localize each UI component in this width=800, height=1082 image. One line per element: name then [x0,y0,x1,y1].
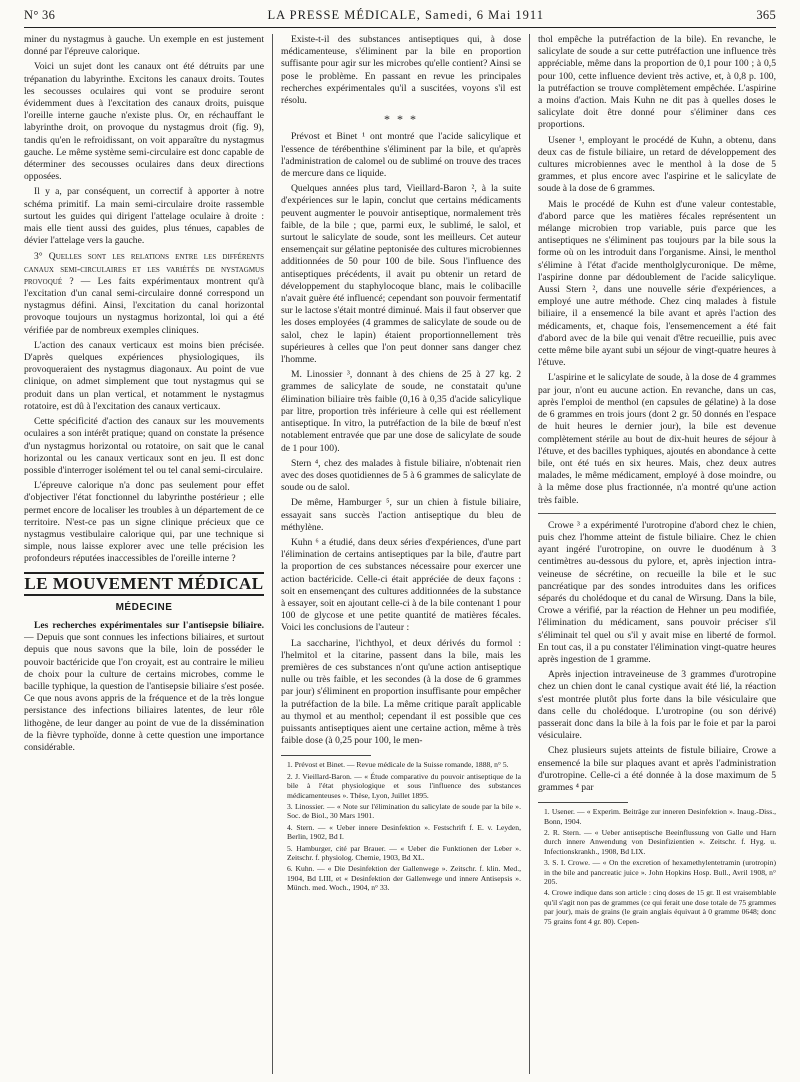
question-paragraph [24,251,264,336]
footnote: 4. Stern. — « Ueber innere Desinfektion ». Festschrift f. E. v. Leyden, Berlin, 1902, Bd I. [287,822,521,842]
footnote: 3. S. I. Crowe. — « On the excretion of hexamethylentetramin (urotropin) in the bile and pancreatic juice ». John Hopkins Hosp. Bull., Avril 1908, n° 205. [544,858,776,887]
paragraph: Kuhn ⁶ a étudié, dans deux séries d'expériences, d'une part l'élimination de certains antiseptiques par la bile, d'autre part la proportion de ces substances nécessaire pour exercer une action bactéricide. Celle-ci était appréciée de deux façons : soit en ensemençant des cultures additionnées de la substance à essayer, soit en ajoutant celle-ci à de la bile contenant 1 pour 100 de glycose et une petite quantité de matières fécales. Voici les conclusions de l'auteur : [281,536,521,634]
page-label: N° 36 [24,7,56,22]
column-1 [24,34,264,1074]
section-stars: * * * [384,112,418,127]
page-number: 365 [756,7,776,22]
paragraph: Existe-t-il des substances antiseptiques qui, à dose médicamenteuse, s'éliminent par la bile en proportion suffisante pour agir sur les microbes qu'elle contient? Ainsi se pose le problème. En passant en revue les principales recherches expérimentales qu'il a suscitées, voyons s'il est résolu. [281,34,521,107]
paragraph: M. Linossier ³, donnant à des chiens de 25 à 27 kg. 2 grammes de salicylate de soude, ne constatait qu'une élimination biliaire très faible (0,16 à 0,35 d'acide salicylique par litre, proportion très inférieure à celle qui est réellement antiseptique. In vitro, la putréfaction de la bile de bœuf n'est notablement entravée que par une dose de salicylate de soude de 1 pour 100). [281,369,521,454]
article-paragraph [24,620,264,754]
column-3 [538,34,776,1074]
footnote: 1. Usener. — « Experim. Beiträge zur inneren Desinfektion ». Inaug.-Diss., Bonn, 1904. [544,807,776,826]
paragraph: Prévost et Binet ¹ ont montré que l'acide salicylique et l'essence de térébenthine s'éliminent par la bile, et qu'après l'administration de calomel ou de sublimé on trouve des traces de mercure dans ce liquide. [281,131,521,180]
section-banner: LE MOUVEMENT MÉDICAL [24,572,264,596]
column-2 [281,34,521,1074]
paragraph: Stern ⁴, chez des malades à fistule biliaire, n'obtenait rien avec des doses quotidiennes de 5 à 6 grammes de salicylate de soude ou de salol. [281,457,521,494]
paragraph: L'action des canaux verticaux est moins bien précisée. D'après quelques expériences physiologiques, ils provoqueraient des nystagmus diagonaux. Au point de vue clinique, on admet simplement que tout nystagmus qui se produit dans un plan vertical, et notamment le nystagmus rotatoire, est dû à l'excitation des canaux verticaux. [24,339,264,412]
paragraph: Après injection intraveineuse de 3 grammes d'urotropine chez un chien dont le canal cystique avait été lié, la réaction s'est montrée plutôt plus forte dans la bile vésiculaire que dans celle du cholédoque. L'urotropine (ou son dérivé) passerait donc dans la bile à la fois par le foie et par la paroi vésiculaire. [538,669,776,742]
footnote: 2. R. Stern. — « Ueber antiseptische Beeinflussung von Galle und Harn durch innere Anwendung von Desinfizientien ». Zeitschr. f. Hyg. u. Infectionskrankh., 1908, Bd LIX. [544,828,776,856]
header-rule [24,27,776,28]
paragraph: De même, Hamburger ⁵, sur un chien à fistule biliaire, essayait sans succès l'action antiseptique du bleu de méthylène. [281,497,521,533]
paragraph: Il y a, par conséquent, un correctif à apporter à notre schéma primitif. La main semi-circulaire droite rassemble surtout les guides qui dirigent l'attelage oculaire à droite : mais elle tient aussi des guides, plus ténues, capables de dévier l'attelage vers la gauche. [24,186,264,247]
article-title: Les recherches expérimentales sur l'antisepsie biliaire. [34,619,264,631]
column-divider [272,34,273,1074]
section-subhead: MÉDECINE [115,601,173,613]
question-text: — Les faits expérimentaux montrent qu'à l'excitation d'un canal semi-circulaire donné correspond un nystagmus défini. Ainsi, l'excitation du canal horizontal provoque toujours un nystagmus horizontal, loi qui a été vérifiée par de nombreux exemples cliniques. [24,275,264,336]
footnote-rule [281,755,371,756]
paragraph: Voici un sujet dont les canaux ont été détruits par une trépanation du labyrinthe. Excitons les canaux droits. Toutes les secousses oculaires qui vont se produire seront évidemment dues à l'excitation des canaux droits, puisque l'oreille interne gauche n'existe plus. Or, en réchauffant le labyrinthe droit, on provoque du nystagmus droit (fig. 9), tandis qu'en le refroidissant, on voit apparaître du nystagmus gauche. Le même système semi-circulaire est donc capable de déterminer des secousses oculaires dans deux directions opposées. [24,61,264,183]
paragraph: Chez plusieurs sujets atteints de fistule biliaire, Crowe a ensemencé la bile sur plaques avant et après l'administration d'urotropine. Celle-ci a été donnée à la dose maximum de 5 grammes ⁴ par [538,745,776,793]
paragraph: La saccharine, l'ichthyol, et deux dérivés du formol : l'helmitol et la citarine, passent dans la bile, mais les premières de ces substances n'ont qu'une action antiseptique nulle ou très faible, et les secondes (à la dose de 6 grammes par jour) s'éliminent en proportion insuffisante pour empêcher la putréfaction de la bile. La même critique paraît applicable au thymol et au menthol; cependant il est possible que ces puissants antiseptiques aient une certaine action, même à très faible dose (à 0,25 pour 100, le men- [281,637,521,747]
footnote: 5. Hamburger, cité par Brauer. — « Ueber die Funktionen der Leber ». Zeitschr. f. physiolog. Chemie, 1903, Bd XL. [287,843,521,863]
paragraph: L'aspirine et le salicylate de soude, à la dose de 4 grammes par jour, n'ont eu aucune action. En revanche, dans un cas, après l'emploi de menthol (en capsules de gélatine) à la dose de 6 grammes en trois jours (dont 2 gr. 50 donnés en l'espace de huit heures le dernier jour), la bile est devenue complètement stérile au bout de dix-huit heures de séjour à l'étuve, et des bacilles typhiques, ajoutés en abondance à cette bile, ont été tués en six heures. Mais, chez deux autres malades, le même médicament, employé à dose moindre, ou à la même dose plus fractionnée, n'a montré qu'une action très faible. [538,372,776,506]
footnote: 4. Crowe indique dans son article : cinq doses de 15 gr. Il est vraisemblable qu'il s'agit non pas de grammes (ce qui ferait une dose totale de 75 grammes par jour), mais de grains (le grain anglais équivaut à 0 gramme 0648; donc 75 grains font 4 gr. 80). Cepen- [544,888,776,926]
question-heading: 3° Quelles sont les relations entre les différents canaux semi-circulaires et les variétés de nystagmus provoqué ? [24,251,264,287]
paragraph: Usener ¹, employant le procédé de Kuhn, a obtenu, dans deux cas de fistule biliaire, un retard de développement des cultures microbiennes avec le menthol à la dose de 5 grammes, et plus encore avec l'aspirine et le salicylate de soude à la dose de 6 grammes. [538,134,776,195]
paragraph: Mais le procédé de Kuhn est d'une valeur contestable, d'abord parce que les matières fécales représentent un mélange microbien trop variable, puis parce que les antiseptiques ne s'éliminent pas toujours par la bile sous la forme où on les introduit dans l'organisme. Ainsi, le menthol s'élimine à l'état d'acide mentholglycuronique. De même, l'aspirine donne par dédoublement de l'acide salicylique. Aussi Stern ², dans une nouvelle série d'expériences, a employé une autre méthode. Chez cinq malades à fistule biliaire, il a ensemencé la bile avant et après l'action des médicaments, et, chaque fois, l'ensemencement a été fait d'abord avec de la bile qui venait d'être recueillie, puis avec cette même bile ayant subi un séjour de vingt-quatre heures à l'étuve. [538,198,776,369]
paragraph: thol empêche la putréfaction de la bile). En revanche, le salicylate de soude a sur cette putréfaction une influence très appréciable, même dans la proportion de 0,1 pour 100 ; à 0,5 pour 100, cette influence devient très active, et, à 0,8 p. 100, la putréfaction se trouve complètement empêchée. L'aspirine a moins d'action. Mais Kuhn ne dit pas à quelles doses le salicylate doit être donné pour s'éliminer dans ces proportions. [538,34,776,131]
footnote-rule [538,802,628,803]
paragraph: Crowe ³ a expérimenté l'urotropine d'abord chez le chien, puis chez l'homme atteint de fistule biliaire. Chez le chien ayant ingéré l'urotropine, on ouvre le duodénum à 3 centimètres au-dessous du pylore, et, après injection intra-veineuse de sécrétine, on recueille la bile et le suc pancréatique par des sondes introduites dans les orifices séparés du cholédoque et du canal de Wirsung. Dans la bile, Crowe a vérifié, par la réaction de Hehner un peu modifiée, l'élimination du médicament, sans pouvoir préciser s'il s'éliminait tel quel ou s'il y avait mise en liberté de formol. En tout cas, il a pu constater l'élimination vingt-quatre heures après ingestion de 1 gramme. [538,519,776,665]
paragraph: miner du nystagmus à gauche. Un exemple en est justement donné par l'épreuve calorique. [24,34,264,58]
paragraph: L'épreuve calorique n'a donc pas seulement pour effet d'objectiver l'état fonctionnel du labyrinthe postérieur ; elle permet encore de localiser les troubles à un département de ce territoire. N'est-ce pas un signe clinique précieux que ce nystagmus vestibulaire calorique qui, par une technique si simple, nous laisse explorer avec une telle précision les profondeurs réputées inaccessibles de l'oreille interne ? [24,480,264,565]
column-divider [529,34,530,1074]
footnote: 3. Linossier. — « Note sur l'élimination du salicylate de soude par la bile ». Soc. de Biol., 30 Mars 1901. [287,802,521,821]
footnote: 1. Prévost et Binet. — Revue médicale de la Suisse romande, 1888, n° 5. [287,760,509,770]
paragraph: Quelques années plus tard, Vieillard-Baron ², à la suite d'expériences sur le lapin, conclut que certains médicaments peuvent augmenter le pouvoir antiseptique, normalement très faible, de la bile ; que, parmi eux, le sublimé, le salol, et surtout le salicylate de soude, sont les meilleurs. Cet auteur ensemençait sur gélatine peptonisée des cultures microbiennes additionnées de 50 pour 100 de bile. Sous l'influence des antiseptiques précédents, il avait pu obtenir un retard de développement du staphylocoque blanc, mais le colibacille n'avait guère été influencé; cependant son pouvoir fermentatif sur le lactose s'était montré diminué. Mais il faut observer que les doses employées (4 grammes de salicylate de soude ou de salol, chez le lapin) étaient proportionnellement très supérieures à celles que l'on peut donner sans danger chez l'homme. [281,183,521,366]
page-header [24,6,776,24]
paragraph: Cette spécificité d'action des canaux sur les mouvements oculaires a son intérêt pratique; quand on constate la présence d'un nystagmus horizontal ou rotatoire, on sait que le canal horizontal ou les canaux verticaux sont en jeu. Il est donc possible d'interroger isolément tel ou tel canal semi-circulaire. [24,416,264,476]
footnote: 6. Kuhn. — « Die Desinfektion der Gallenwege ». Zeitschr. f. klin. Med., 1904, Bd LIII, et « Desinfektion der Gallenwege und innere Antisepsis ». Münch. med. Woch., 1904, n° 33. [287,864,521,893]
article-text: — Depuis que sont connues les infections biliaires, et surtout depuis que nous savons que la bile, loin de posséder le pouvoir bactéricide que l'on croyait, est au contraire le milieu de choix pour la culture de certains microbes, comme le bacille typhique, la question de l'antisepsie biliaire s'est posée. Ce que nous avons appris de la fréquence et de la très longue persistance des infections biliaires latentes, de leur rôle lithogène, de leur danger au point de vue de la dissémination de la fièvre typhoïde, donne à cette question une importance considérable. [24,632,264,753]
section-rule [538,513,776,514]
running-title: LA PRESSE MÉDICALE, Samedi, 6 Mai 1911 [267,7,544,22]
footnote: 2. J. Vieillard-Baron. — « Étude comparative du pouvoir antiseptique de la bile à l'état physiologique et sous l'influence des substances médicamenteuses ». Thèse, Lyon, Juillet 1895. [287,771,521,800]
